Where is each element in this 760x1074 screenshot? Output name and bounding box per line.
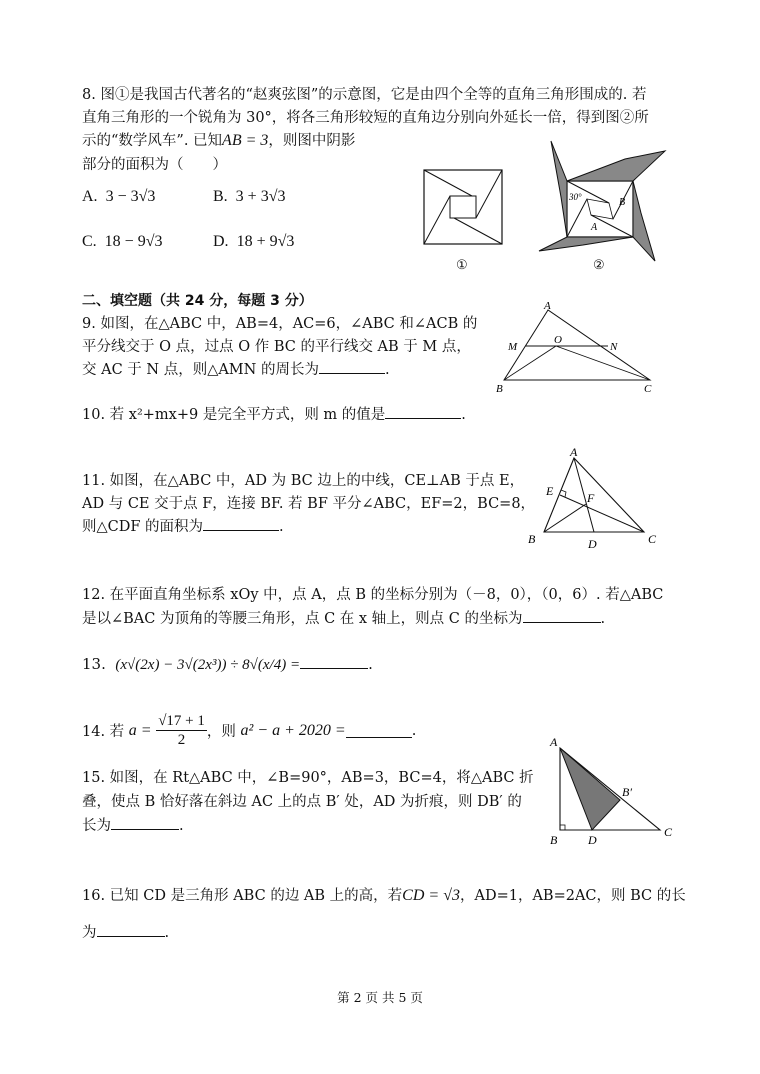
q9-label-n: N [610,341,618,353]
option-expr: 18 + 9√3 [236,233,295,250]
page-footer: 第 2 页 共 5 页 [337,990,423,1005]
q13-expr: (x√(2x) − 3√(2x³)) ÷ 8√(x/4) = [115,657,301,673]
q10-tail: . [461,407,466,423]
q9-line2: 平分线交于 O 点，过点 O 作 BC 的平行线交 AB 于 M 点， [82,339,471,355]
q16-line1c: ，AD=1，AB=2AC，则 BC 的长 [459,888,686,904]
q8-option-a[interactable] [82,188,155,206]
q14-tail: . [411,722,417,739]
q11-tail: . [279,519,284,535]
q12-line1: 12. 在平面直角坐标系 xOy 中，点 A，点 B 的坐标分别为（－8，0），（0，6）. 若△ABC [82,587,664,603]
q13-label: 13. [82,655,106,673]
q8-option-b[interactable] [213,188,285,206]
q8-figure-1 [420,166,506,248]
q11-figure [524,444,664,550]
q15-tail: . [179,818,184,834]
q14-expr: a² − a + 2020 = [240,721,346,739]
q8-line3a: 示的“数学风车”. 已知 [82,133,223,149]
q15-figure [542,734,682,852]
option-label: B. [213,188,228,205]
q9-label-c: C [644,383,652,395]
q11-label-e: E [546,484,554,498]
q11-line3 [82,516,284,538]
q8-fig2-angle-label: 30° [569,192,582,202]
q9-line3-text: 交 AC 于 N 点，则△AMN 的周长为 [82,362,319,378]
q9-line3 [82,359,390,381]
q12-answer-blank[interactable] [523,608,601,623]
q8-figure-2 [533,137,669,265]
option-expr: 18 − 9√3 [104,233,163,250]
q11-label-a: A [570,445,578,459]
q8-option-c[interactable] [82,233,162,251]
q11-line2: AD 与 CE 交于点 F，连接 BF. 若 BF 平分∠ABC，EF=2，BC=8， [82,496,536,512]
q14-label: 14. 若 [82,724,125,740]
q15-line3-text: 长为 [82,818,111,834]
q15-label-d: D [588,833,597,847]
option-label: A. [82,188,98,205]
q9-figure [494,300,664,396]
q8-ab-value: AB = 3 [222,132,269,149]
q8-line2: 直角三角形的一个锐角为 30°，将各三角形较短的直角边分别向外延长一倍，得到图②所 [82,110,649,126]
q8-fig2-label-b: B [619,197,626,208]
q16-line1a: 16. 已知 CD 是三角形 ABC 的边 AB 上的高，若 [82,888,403,904]
q12-tail: . [600,611,606,627]
q9-tail: . [384,362,390,378]
q8-fig2-label-a: A [591,222,598,233]
q14-mid: ，则 [206,724,236,740]
q15-line2: 叠，使点 B 恰好落在斜边 AC 上的点 B′ 处，AD 为折痕，则 DB′ 的 [82,794,522,810]
q14-line [82,712,416,749]
q11-label-f: F [587,491,595,505]
q11-line1: 11. 如图，在△ABC 中，AD 为 BC 边上的中线，CE⊥AB 于点 E， [82,473,525,489]
option-expr: 3 + 3√3 [235,188,286,205]
q15-label-b-prime: B′ [622,785,632,799]
q8-line1: 8. 图①是我国古代著名的“赵爽弦图”的示意图，它是由四个全等的直角三角形围成的. 若 [82,87,647,103]
q11-label-b: B [528,532,536,546]
q9-label-o: O [554,334,562,346]
q9-label-b: B [496,383,503,395]
q14-a-eq: a = [128,721,152,739]
q9-label-a: A [544,300,551,312]
q11-line3-text: 则△CDF 的面积为 [82,519,204,535]
q13-tail: . [368,655,373,673]
q14-numerator: √17 + 1 [158,713,205,729]
q16-line2-text: 为 [82,925,97,941]
q10-text: 10. 若 x²+mx+9 是完全平方式，则 m 的值是 [82,407,386,423]
q10-answer-blank[interactable] [385,404,461,419]
q11-label-c: C [648,532,657,546]
q16-line1 [82,885,686,907]
q13-answer-blank[interactable] [300,654,368,669]
q14-answer-blank[interactable] [346,723,412,738]
q15-label-a: A [550,735,558,749]
q10-line [82,404,466,426]
q9-answer-blank[interactable] [319,359,385,374]
q16-answer-blank[interactable] [97,922,165,937]
option-expr: 3 − 3√3 [105,188,156,205]
q12-line2-text: 是以∠BAC 为顶角的等腰三角形，点 C 在 x 轴上，则点 C 的坐标为 [82,611,523,627]
q14-denominator: 2 [177,732,186,748]
q15-answer-blank[interactable] [111,815,179,830]
q8-line4: 部分的面积为（ ） [82,157,227,173]
q8-option-d[interactable] [213,233,294,251]
q11-label-d: D [588,537,597,550]
q11-answer-blank[interactable] [203,516,279,531]
q15-label-c: C [664,825,673,839]
q9-label-m: M [508,341,518,353]
q15-label-b: B [550,833,558,847]
q15-line1: 15. 如图，在 Rt△ABC 中，∠B=90°，AB=3，BC=4，将△ABC 折 [82,770,534,786]
section-heading: 二、填空题（共 24 分，每题 3 分） [82,293,313,309]
option-label: C. [82,233,97,250]
q13-line [82,654,373,674]
option-label: D. [213,233,229,250]
q8-fig1-caption: ① [456,258,468,273]
q14-fraction [156,712,207,749]
q15-line3 [82,815,184,837]
q16-cd-value: CD = √3 [402,887,460,904]
q9-line1: 9. 如图，在△ABC 中，AB=4，AC=6，∠ABC 和∠ACB 的 [82,316,478,332]
q8-line3c: ，则图中阴影 [268,133,356,149]
q8-fig2-caption: ② [593,258,605,273]
q16-tail: . [164,925,170,941]
q16-line2 [82,922,169,944]
q8-line3 [82,130,355,152]
q12-line2 [82,608,605,630]
